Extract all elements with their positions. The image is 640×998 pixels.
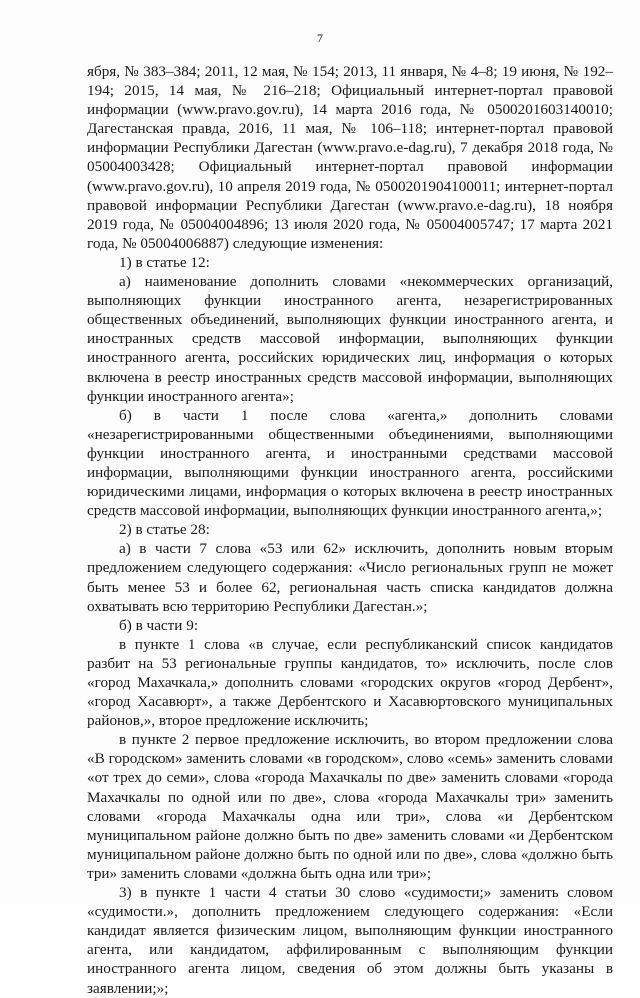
- document-body: [87, 62, 613, 998]
- paragraph-point-2: в пункте 2 первое предложение исключить, во втором предложении слова «В городском» заменить словами «в городском», слово «семь» заменить словами «от трех до семи», слова «города Махачкалы по две» заменить словами «города Махачкалы по одной или по две», слова «города Махачкалы три» заменить словами «города Махачкалы одна или три», слова «и Дербентском муниципальном районе должно быть по две» заменить словами «и Дербентском муниципальном районе должно быть по одной или по две», слова «должно быть три» заменить словами «должна быть одна или три»;: [87, 731, 613, 882]
- paragraph-point-1: в пункте 1 слова «в случае, если республиканский список кандидатов разбит на 53 региональные группы кандидатов, то» исключить, после слов «город Махачкала,» дополнить словами «городских округов «город Дербент», «город Хасавюрт», а также Дербентского и Хасавюртовского муниципальных районов,», второе предложение исключить;: [87, 635, 613, 730]
- paragraph-item-1: 1) в статье 12:: [119, 253, 210, 271]
- paragraph-continuation: ября, № 383–384; 2011, 12 мая, № 154; 2013, 11 января, № 4–8; 19 июня, № 192–194; 2015, 14 мая, № 216–218; Официальный интернет-портал правовой информации (www.pravo.gov.ru), 14 марта 2016 года, № 0500201603140010; Дагестанская правда, 2016, 11 мая, № 106–118; интернет-портал правовой информации Республики Дагестан (www.pravo.e-dag.ru), 7 декабря 2018 года, № 05004003428; Официальный интернет-портал правовой информации (www.pravo.gov.ru), 10 апреля 2019 года, № 0500201904100011; интернет-портал правовой информации Республики Дагестан (www.pravo.e-dag.ru), 18 ноября 2019 года, № 05004004896; 13 июля 2020 года, № 05004005747; 17 марта 2021 года, № 05004006887) следующие изменения:: [87, 63, 613, 252]
- page-number: 7: [317, 31, 323, 45]
- paragraph-subitem-1b: б) в части 1 после слова «агента,» дополнить словами «незарегистрированными общественными объединениями, выполняющими функции иностранного агента, и иностранными средствами массовой информации, выполняющими функции иностранного агента, российскими юридическими лицами, информация о которых включена в реестр иностранных средств массовой информации, выполняющих функции иностранного агента,»;: [87, 406, 613, 520]
- paragraph-subitem-2a: а) в части 7 слова «53 или 62» исключить, дополнить новым вторым предложением следующего содержания: «Число региональных групп не может быть менее 53 и более 62, региональная часть списка кандидатов должна охватывать всю территорию Республики Дагестан.»;: [87, 540, 613, 615]
- paragraph-item-3: 3) в пункте 1 части 4 статьи 30 слово «судимости;» заменить словом «судимости.», дополнить предложением следующего содержания: «Если кандидат является физическим лицом, выполняющим функции иностранного агента, или кандидатом, аффилированным с выполняющим функции иностранного агента лицом, сведения об этом должны быть указаны в заявлении;»;: [87, 884, 613, 997]
- paragraph-subitem-1a: а) наименование дополнить словами «некоммерческих организаций, выполняющих функции иностранного агента, незарегистрированных общественных объединений, выполняющих функции иностранного агента, и иностранных средств массовой информации, выполняющих функции иностранного агента, российских юридических лиц, информация о которых включена в реестр иностранных средств массовой информации, выполняющих функции иностранного агента»;: [87, 273, 613, 405]
- paragraph-item-2: 2) в статье 28:: [119, 521, 210, 539]
- paragraph-subitem-2b: б) в части 9:: [119, 616, 199, 634]
